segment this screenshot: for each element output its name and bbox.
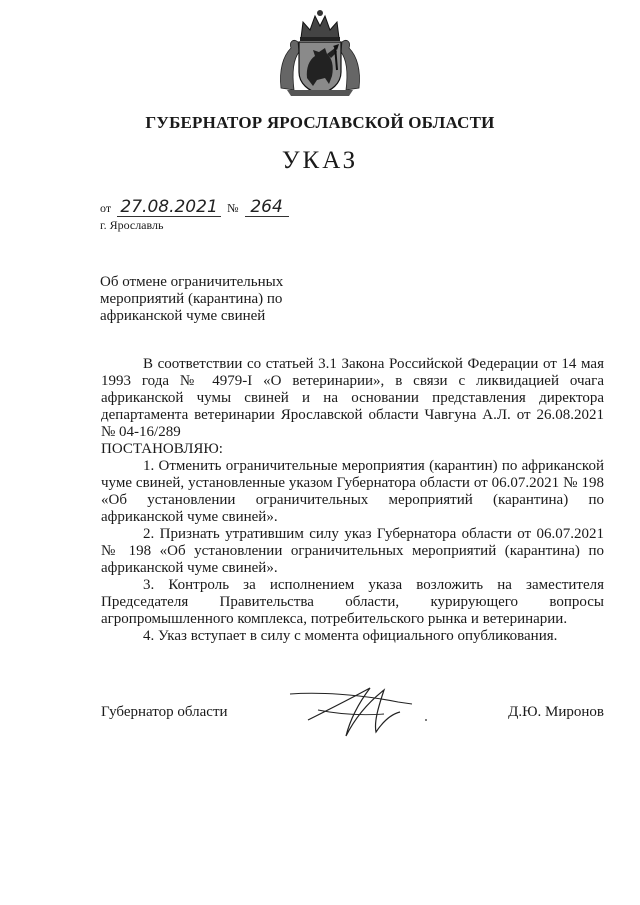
handwritten-signature [288,680,438,740]
handwritten-number: 264 [245,198,289,217]
coat-of-arms-icon [277,8,363,98]
date-prefix: от [100,201,112,215]
city: г. Ярославль [100,218,164,232]
subject-line: Об отмене ограничительных [100,274,284,290]
registration-line [100,198,289,217]
decree-word: ПОСТАНОВЛЯЮ: [101,441,223,457]
subject-line: африканской чуме свиней [100,308,266,324]
preamble: В соответствии со статьей 3.1 Закона Российской Федерации от 14 мая 1993 года № 4979-I «О ветеринарии», в связи с ликвидацией очага африканской чумы свиней и на основании представления директора департамента ветеринарии Ярославской области Чавгуна А.Л. от 26.08.2021 № 04-16/289 [101,356,604,440]
authority-title: ГУБЕРНАТОР ЯРОСЛАВСКОЙ ОБЛАСТИ [145,113,495,132]
decree-item: 3. Контроль за исполнением указа возложить на заместителя Председателя Правительства области, курирующего вопросы агропромышленного комплекса, потребительского рынка и ветеринарии. [101,577,604,627]
decree-body [101,356,604,645]
decree-item: 4. Указ вступает в силу с момента официального опубликования. [143,628,558,644]
decree-item: 2. Признать утратившим силу указ Губернатора области от 06.07.2021 № 198 «Об установлении ограничительных мероприятий (карантина) по африканской чуме свиней». [101,526,604,576]
handwritten-date: 27.08.2021 [117,198,221,217]
signatory-name: Д.Ю. Миронов [508,704,604,720]
document-type: УКАЗ [281,147,359,174]
signatory-position: Губернатор области [101,704,228,720]
subject-block [100,274,300,325]
subject-line: мероприятий (карантина) по [100,291,283,307]
decree-item: 1. Отменить ограничительные мероприятия (карантин) по африканской чуме свиней, установленные указом Губернатора области от 06.07.2021 № 198 «Об установлении ограничительных мероприятий (карантина) по африканской чуме свиней». [101,458,604,525]
number-prefix: № [227,201,239,215]
